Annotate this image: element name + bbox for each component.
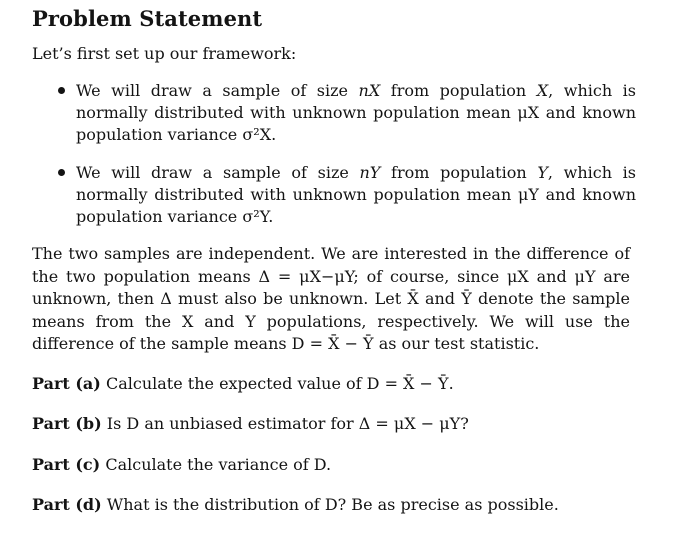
part-text: What is the distribution of D? Be as precise as possible. <box>106 495 559 514</box>
bullet-dot-icon <box>58 169 65 176</box>
sample-size-symbol: nY <box>359 163 381 182</box>
population-symbol: X <box>536 81 549 100</box>
population-symbol: Y <box>537 163 548 182</box>
part-b <box>32 414 469 433</box>
part-label: Part (b) <box>32 414 102 433</box>
part-a <box>32 374 454 393</box>
bullet-text: We will draw a sample of size nY from population Y, which is normally distributed with unknown population mean μY and known population variance σ²Y. <box>76 163 636 226</box>
part-text: Calculate the expected value of D = X̄ − Ȳ. <box>105 374 454 393</box>
sample-size-symbol: nX <box>358 81 381 100</box>
part-label: Part (d) <box>32 495 102 514</box>
bullet-text: We will draw a sample of size nX from population X, which is normally distributed with unknown population mean μX and known population variance σ²X. <box>76 81 637 144</box>
part-text: Calculate the variance of D. <box>105 455 332 474</box>
intro-text: Let’s first set up our framework: <box>32 44 297 63</box>
part-c <box>32 455 331 474</box>
part-label: Part (c) <box>32 455 101 474</box>
part-d <box>32 495 559 514</box>
description-paragraph: The two samples are independent. We are interested in the difference of the two population means Δ = μX−μY; of course, since μX and μY are unknown, then Δ must also be unknown. Let X̄ and Ȳ denote the sample means from the X and Y populations, respectively. We will use the difference of the sample means D = X̄ − Ȳ as our test statistic. <box>32 244 630 353</box>
bullet-dot-icon <box>58 87 65 94</box>
part-text: Is D an unbiased estimator for Δ = μX − μY? <box>106 414 469 433</box>
part-label: Part (a) <box>32 374 101 393</box>
page-title: Problem Statement <box>32 6 263 31</box>
